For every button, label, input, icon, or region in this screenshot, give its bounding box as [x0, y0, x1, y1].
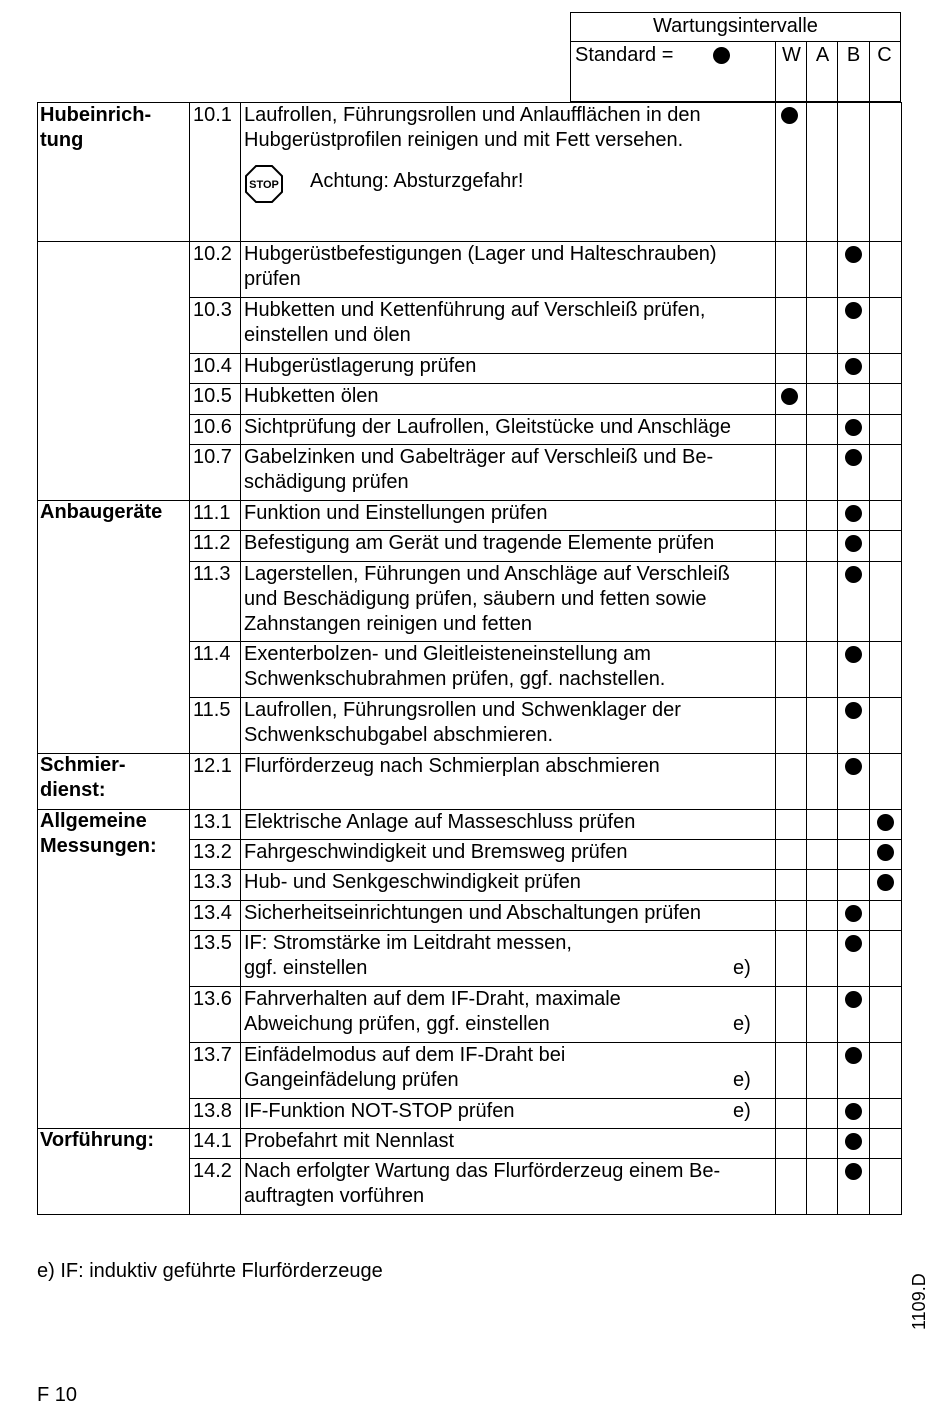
- interval-dot-icon: [845, 905, 862, 922]
- group-label-hubeinrichtung: Hubeinrich- tung: [40, 104, 152, 151]
- row-number: 10.2: [193, 243, 232, 265]
- interval-dot-icon: [877, 874, 894, 891]
- group-label-allgemeine-messungen: Allgemeine Messungen:: [40, 810, 157, 857]
- row-task-text: Gabelzinken und Gabelträger auf Verschleiß und Be- schädigung prüfen: [244, 446, 714, 493]
- row-number: 13.7: [193, 1044, 232, 1066]
- row-number: 13.2: [193, 841, 232, 863]
- table-column-line: [901, 102, 902, 1214]
- interval-dot-icon: [877, 844, 894, 861]
- row-number: 10.5: [193, 385, 232, 407]
- table-row-line: [37, 241, 189, 242]
- group-label-vorfuehrung: Vorführung:: [40, 1129, 155, 1151]
- row-task-text: Sicherheitseinrichtungen und Abschaltungen prüfen: [244, 902, 701, 924]
- row-number: 11.2: [193, 532, 231, 554]
- row-number: 10.6: [193, 416, 232, 438]
- interval-dot-icon: [845, 449, 862, 466]
- row-task-text: Flurförderzeug nach Schmierplan abschmieren: [244, 755, 660, 777]
- footnote: e) IF: induktiv geführte Flurförderzeuge: [37, 1260, 383, 1282]
- row-task-text: IF: Stromstärke im Leitdraht messen, ggf. einstellen: [244, 932, 572, 979]
- row-number: 13.6: [193, 988, 232, 1010]
- row-task-text: Hubgerüstbefestigungen (Lager und Halteschrauben) prüfen: [244, 243, 717, 290]
- table-column-line: [775, 102, 776, 1214]
- row-task-text: IF-Funktion NOT-STOP prüfen: [244, 1100, 515, 1122]
- page-number: F 10: [37, 1384, 78, 1406]
- row-task-text: Befestigung am Gerät und tragende Elemente prüfen: [244, 532, 715, 554]
- table-column-line: [837, 102, 838, 1214]
- standard-dot-icon: [713, 47, 730, 64]
- stop-sign-icon: [245, 165, 283, 203]
- row-task-text: Hubketten und Kettenführung auf Verschleiß prüfen, einstellen und ölen: [244, 299, 706, 346]
- table-bottom-line: [37, 1214, 902, 1215]
- header-col-sep: [775, 41, 776, 102]
- table-column-line: [806, 102, 807, 1214]
- row-task-text: Elektrische Anlage auf Masseschluss prüfen: [244, 811, 636, 833]
- interval-dot-icon: [845, 246, 862, 263]
- interval-dot-icon: [845, 419, 862, 436]
- interval-dot-icon: [845, 566, 862, 583]
- interval-dot-icon: [845, 302, 862, 319]
- row-number: 14.2: [193, 1160, 232, 1182]
- row-number: 10.7: [193, 446, 232, 468]
- header-col-sep: [869, 41, 870, 102]
- warning-text: Achtung: Absturzgefahr!: [310, 170, 524, 192]
- row-task-text: Nach erfolgter Wartung das Flurförderzeug einem Be- auftragten vorführen: [244, 1160, 721, 1207]
- row-task-text: Probefahrt mit Nennlast: [244, 1130, 455, 1152]
- interval-dot-icon: [845, 1133, 862, 1150]
- row-number: 13.1: [193, 811, 232, 833]
- interval-dot-icon: [845, 358, 862, 375]
- column-header-b: B: [846, 44, 861, 66]
- interval-dot-icon: [877, 814, 894, 831]
- row-number: 10.3: [193, 299, 232, 321]
- row-number: 13.5: [193, 932, 232, 954]
- row-number: 10.4: [193, 355, 232, 377]
- interval-header-title: Wartungsintervalle: [653, 15, 818, 37]
- row-number: 10.1: [193, 104, 232, 126]
- interval-dot-icon: [781, 388, 798, 405]
- row-footnote-ref: e): [733, 1100, 751, 1122]
- header-divider: [571, 41, 900, 42]
- row-task-text: Exenterbolzen- und Gleitleisteneinstellung am Schwenkschubrahmen prüfen, ggf. nachstellen.: [244, 643, 666, 690]
- row-number: 13.4: [193, 902, 232, 924]
- row-task-text: Hubketten ölen: [244, 385, 379, 407]
- row-number: 11.4: [193, 643, 231, 665]
- row-task-text: Fahrverhalten auf dem IF-Draht, maximale Abweichung prüfen, ggf. einstellen: [244, 988, 621, 1035]
- interval-dot-icon: [845, 1047, 862, 1064]
- interval-dot-icon: [781, 107, 798, 124]
- interval-dot-icon: [845, 505, 862, 522]
- row-number: 11.5: [193, 699, 231, 721]
- table-column-line: [240, 102, 241, 1214]
- row-footnote-ref: e): [733, 957, 751, 979]
- header-col-sep: [837, 41, 838, 102]
- column-header-a: A: [815, 44, 830, 66]
- interval-dot-icon: [845, 991, 862, 1008]
- interval-dot-icon: [845, 1163, 862, 1180]
- table-column-line: [869, 102, 870, 1214]
- row-number: 14.1: [193, 1130, 232, 1152]
- row-number: 12.1: [193, 755, 232, 777]
- group-label-anbaugeraete: Anbaugeräte: [40, 501, 163, 523]
- table-column-line: [37, 102, 38, 1214]
- standard-label-text: Standard =: [575, 44, 674, 66]
- header-col-sep: [806, 41, 807, 102]
- row-task-text: Einfädelmodus auf dem IF-Draht bei Gangeinfädelung prüfen: [244, 1044, 566, 1091]
- row-number: 11.3: [193, 563, 231, 585]
- group-label-schmierdienst: Schmier- dienst:: [40, 754, 126, 801]
- row-task-text: Hubgerüstlagerung prüfen: [244, 355, 477, 377]
- row-task-text: Hub- und Senkgeschwindigkeit prüfen: [244, 871, 581, 893]
- table-row-line: [37, 1128, 902, 1129]
- row-number: 13.8: [193, 1100, 232, 1122]
- table-column-line: [189, 102, 190, 1214]
- column-header-c: C: [877, 44, 892, 66]
- standard-label: [575, 43, 673, 68]
- row-footnote-ref: e): [733, 1013, 751, 1035]
- interval-header: [570, 12, 901, 102]
- row-task-text: Funktion und Einstellungen prüfen: [244, 502, 548, 524]
- document-id: 1109.D: [909, 1273, 929, 1330]
- row-number: 13.3: [193, 871, 232, 893]
- interval-dot-icon: [845, 1103, 862, 1120]
- interval-dot-icon: [845, 535, 862, 552]
- row-task-text: Laufrollen, Führungsrollen und Anlaufflächen in den Hubgerüstprofilen reinigen und mit Fett versehen.: [244, 104, 701, 151]
- column-header-w: W: [782, 44, 801, 66]
- interval-dot-icon: [845, 646, 862, 663]
- row-number: 11.1: [193, 502, 231, 524]
- row-task-text: Fahrgeschwindigkeit und Bremsweg prüfen: [244, 841, 628, 863]
- interval-dot-icon: [845, 935, 862, 952]
- row-task-text: Laufrollen, Führungsrollen und Schwenklager der Schwenkschubgabel abschmieren.: [244, 699, 681, 746]
- interval-dot-icon: [845, 702, 862, 719]
- stop-sign-text: STOP: [249, 179, 279, 191]
- row-footnote-ref: e): [733, 1069, 751, 1091]
- row-task-text: Lagerstellen, Führungen und Anschläge auf Verschleiß und Beschädigung prüfen, säubern und fetten sowie Zahnstangen reinigen und fetten: [244, 563, 730, 635]
- interval-dot-icon: [845, 758, 862, 775]
- row-task-text: Sichtprüfung der Laufrollen, Gleitstücke und Anschläge: [244, 416, 731, 438]
